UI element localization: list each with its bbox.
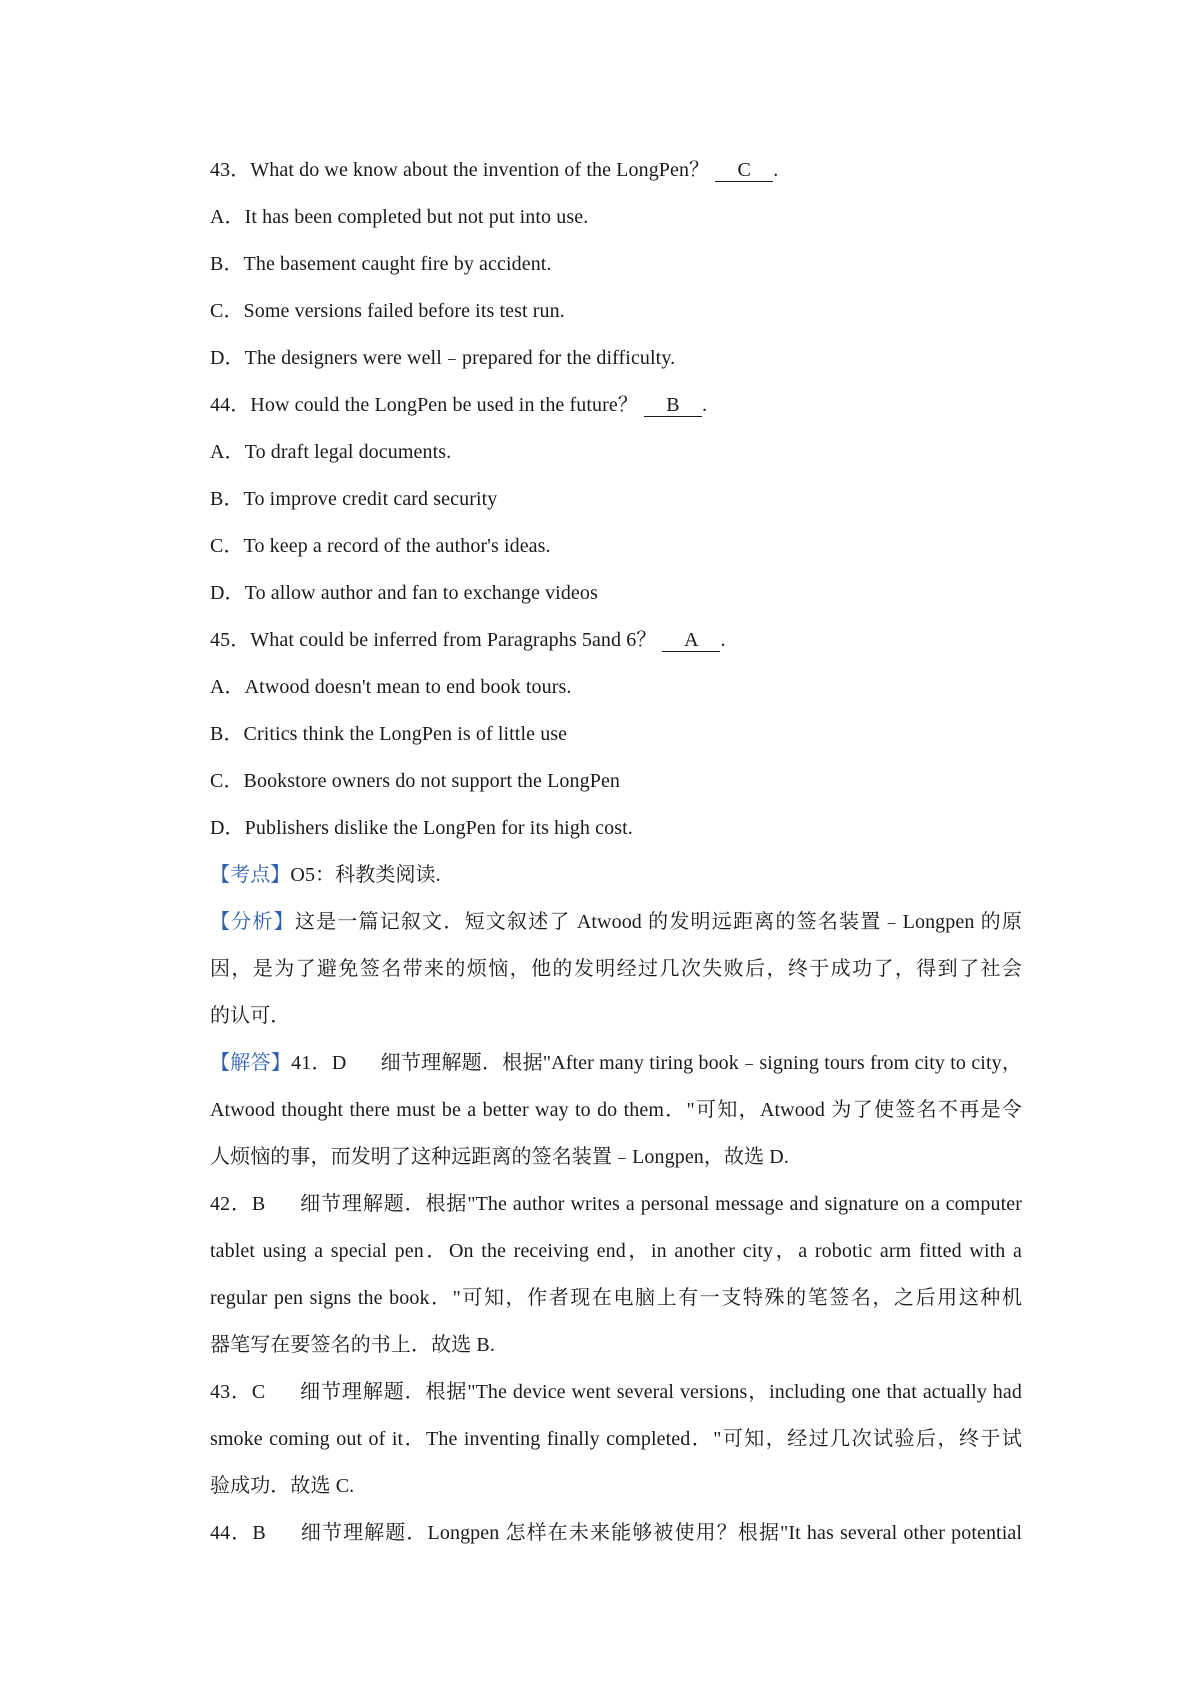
answer-44-number: 44．B <box>210 1522 266 1544</box>
question-44 <box>210 390 1022 420</box>
answer-43-line-2: smoke coming out of it．The inventing finally completed．"可知，经过几次试验后，终于试 <box>210 1428 1022 1450</box>
answer-41-line-1 <box>210 1048 1022 1078</box>
answer-41-number: 41．D <box>291 1052 347 1074</box>
question-45-option-b: B．Critics think the LongPen is of little use <box>210 723 568 745</box>
fenxi-line-1 <box>210 907 1022 937</box>
question-43-option-d: D．The designers were well﹣prepared for the difficulty. <box>210 347 676 369</box>
question-45-answer: A <box>662 629 720 652</box>
fenxi-line-3: 的认可． <box>210 1005 291 1027</box>
question-45-option-a: A．Atwood doesn't mean to end book tours. <box>210 676 572 698</box>
question-44-option-a: A．To draft legal documents. <box>210 441 452 463</box>
fenxi-tag: 【分析】 <box>210 911 295 933</box>
answer-44-line-1 <box>210 1518 1022 1548</box>
answer-42-line-2: tablet using a special pen．On the receiving end，in another city，a robotic arm fitted with a <box>210 1240 1022 1262</box>
question-45-stem: 45．What could be inferred from Paragraphs 5and 6？ <box>210 629 657 651</box>
question-43 <box>210 155 1022 185</box>
kaodian-tag: 【考点】 <box>210 864 291 886</box>
question-45-option-c: C．Bookstore owners do not support the LongPen <box>210 770 621 792</box>
question-45-option-d: D．Publishers dislike the LongPen for its high cost. <box>210 817 633 839</box>
question-43-end: . <box>773 159 779 181</box>
answer-43-number: 43．C <box>210 1381 266 1403</box>
question-43-option-b: B．The basement caught fire by accident. <box>210 253 552 275</box>
fenxi-line-2: 因，是为了避免签名带来的烦恼，他的发明经过几次失败后，终于成功了，得到了社会 <box>210 958 1022 980</box>
answer-41-text-1: 细节理解题．根据"After many tiring book﹣signing tours from city to city， <box>380 1052 1022 1074</box>
answer-44-text-1: 细节理解题．Longpen 怎样在未来能够被使用？根据"It has several other potential <box>299 1522 1023 1544</box>
question-45 <box>210 625 1022 655</box>
question-44-option-b: B．To improve credit card security <box>210 488 498 510</box>
kaodian-text: O5：科教类阅读. <box>290 864 441 886</box>
answer-42-line-3: regular pen signs the book．"可知，作者现在电脑上有一支特殊的笔签名，之后用这种机 <box>210 1287 1022 1309</box>
question-45-end: . <box>720 629 726 651</box>
question-44-answer: B <box>644 394 702 417</box>
answer-43-line-3: 验成功．故选 C. <box>210 1475 355 1497</box>
question-43-answer: C <box>715 159 773 182</box>
question-43-stem: 43．What do we know about the invention of the LongPen？ <box>210 159 710 181</box>
answer-42-number: 42．B <box>210 1193 266 1215</box>
answer-41-line-3: 人烦恼的事，而发明了这种远距离的签名装置﹣Longpen，故选 D. <box>210 1146 789 1168</box>
answer-42-line-1 <box>210 1189 1022 1219</box>
question-44-option-d: D．To allow author and fan to exchange videos <box>210 582 598 604</box>
answer-42-text-1: 细节理解题．根据"The author writes a personal message and signature on a computer <box>299 1193 1022 1215</box>
question-43-option-c: C．Some versions failed before its test run. <box>210 300 565 322</box>
answer-43-line-1 <box>210 1377 1022 1407</box>
question-43-option-a: A．It has been completed but not put into use. <box>210 206 589 228</box>
jieda-tag: 【解答】 <box>210 1052 292 1074</box>
question-44-stem: 44．How could the LongPen be used in the future？ <box>210 394 638 416</box>
answer-41-line-2: Atwood thought there must be a better way to do them．"可知，Atwood 为了使签名不再是令 <box>210 1099 1022 1121</box>
answer-43-text-1: 细节理解题．根据"The device went several versions，including one that actually had <box>299 1381 1022 1403</box>
question-44-option-c: C．To keep a record of the author's ideas. <box>210 535 551 557</box>
fenxi-text-1: 这是一篇记叙文．短文叙述了 Atwood 的发明远距离的签名装置﹣Longpen 的原 <box>294 911 1022 933</box>
answer-42-line-4: 器笔写在要签名的书上．故选 B. <box>210 1334 495 1356</box>
kaodian-line <box>210 860 1022 890</box>
question-44-end: . <box>701 394 708 416</box>
